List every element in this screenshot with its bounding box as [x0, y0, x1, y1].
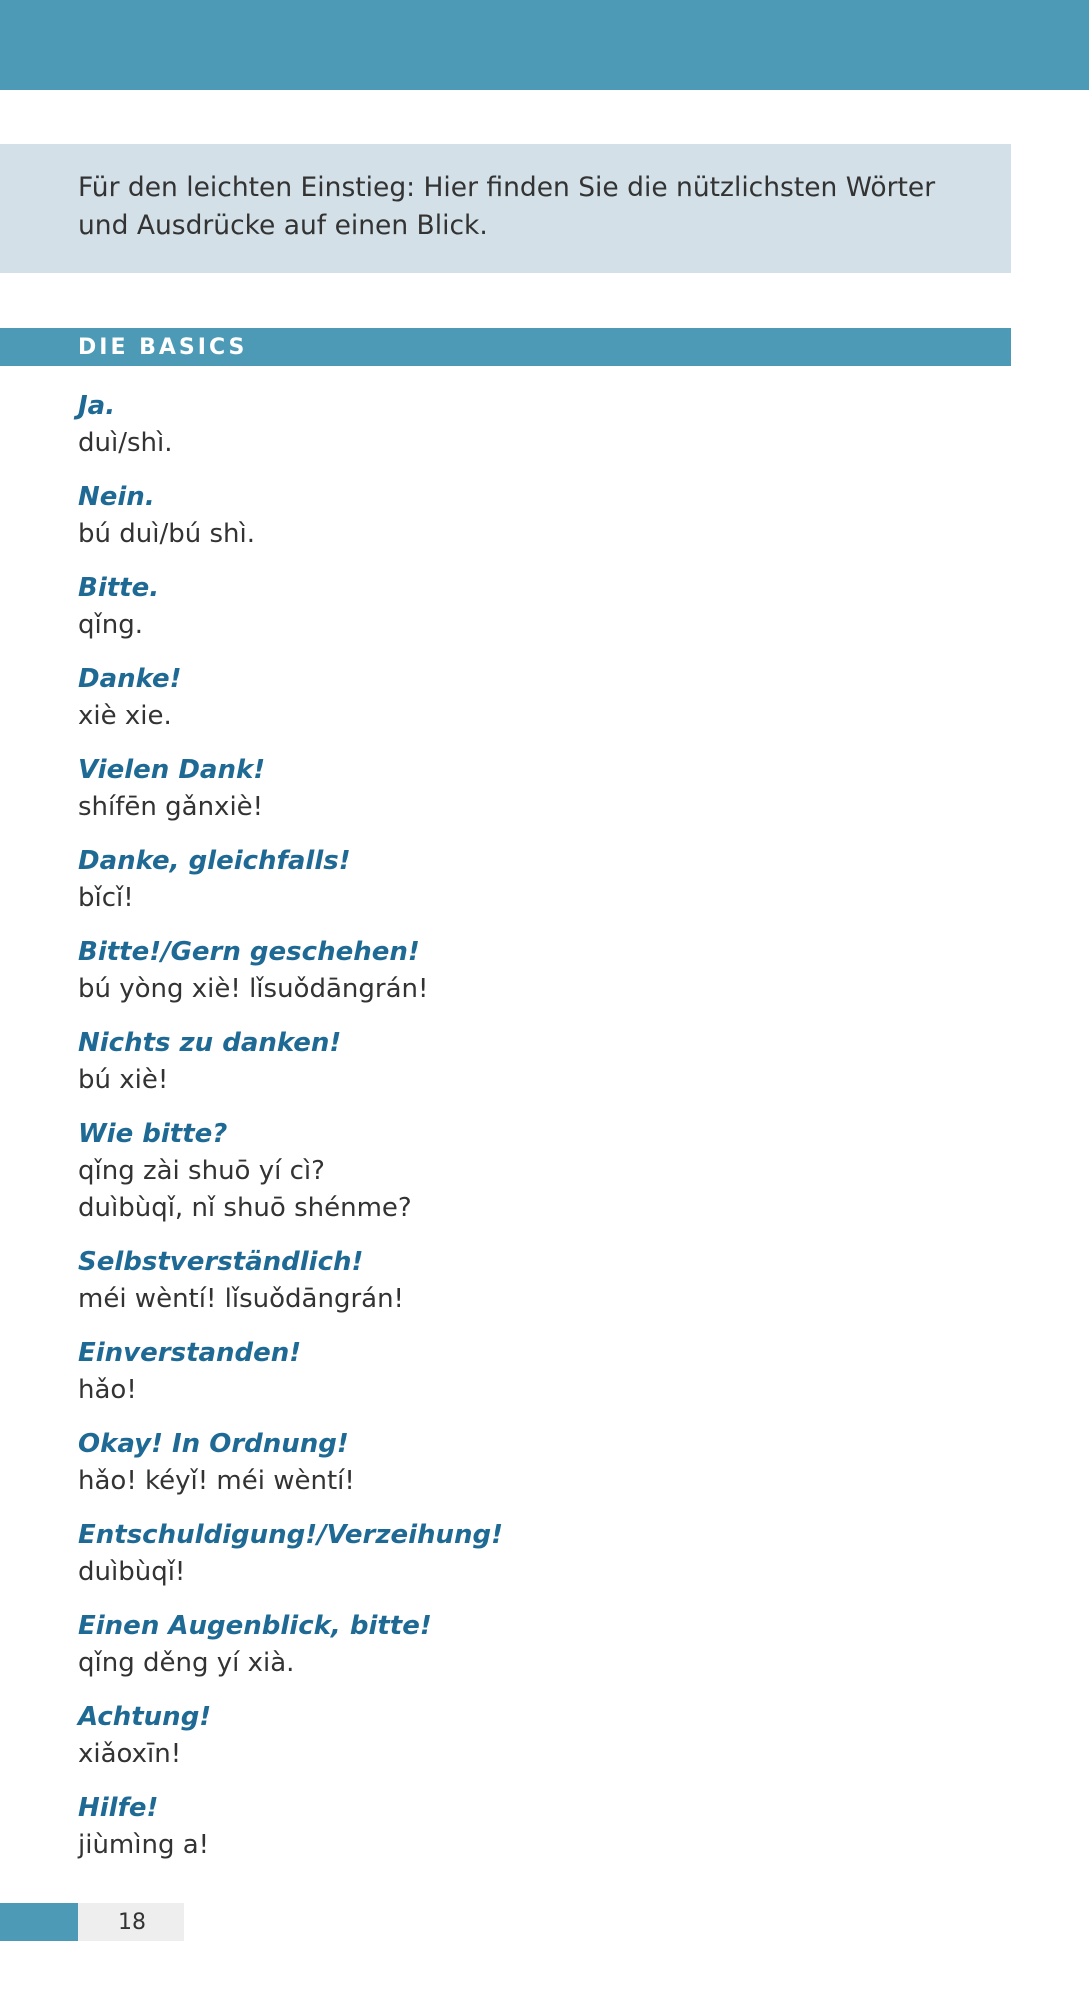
pinyin-translation: hǎo! [78, 1375, 137, 1405]
phrase-list [78, 388, 978, 1881]
pinyin-translation: hǎo! kéyǐ! méi wèntí! [78, 1466, 355, 1496]
footer-accent-bar [0, 1903, 78, 1941]
top-header-bar [0, 0, 1089, 90]
pinyin-translation: duì/shì. [78, 428, 173, 458]
german-phrase: Danke! [78, 664, 182, 694]
german-phrase: Einverstanden! [78, 1338, 302, 1368]
page-number-box [78, 1903, 184, 1941]
phrase-entry [78, 934, 978, 1008]
phrase-entry [78, 1699, 978, 1773]
phrase-entry [78, 661, 978, 735]
phrase-entry [78, 1790, 978, 1864]
intro-text: Für den leichten Einstieg: Hier finden Sie die nützlichsten Wörter und Ausdrücke auf einen Blick. [78, 172, 936, 241]
pinyin-translation: qǐng. [78, 610, 143, 640]
pinyin-translation: duìbùqǐ, nǐ shuō shénme? [78, 1193, 412, 1223]
phrase-entry [78, 1608, 978, 1682]
section-title: DIE BASICS [78, 334, 248, 360]
german-phrase: Bitte!/Gern geschehen! [78, 937, 420, 967]
german-phrase: Einen Augenblick, bitte! [78, 1611, 432, 1641]
pinyin-translation: xiè xie. [78, 701, 172, 731]
german-phrase: Danke, gleichfalls! [78, 846, 351, 876]
pinyin-translation: xiǎoxīn! [78, 1739, 182, 1769]
phrase-entry [78, 570, 978, 644]
german-phrase: Ja. [78, 391, 116, 421]
phrase-entry [78, 1517, 978, 1591]
pinyin-translation: qǐng zài shuō yí cì? [78, 1156, 325, 1186]
german-phrase: Okay! In Ordnung! [78, 1429, 349, 1459]
phrase-entry [78, 388, 978, 462]
phrase-entry [78, 1426, 978, 1500]
pinyin-translation: shífēn gǎnxiè! [78, 792, 264, 822]
phrase-entry [78, 479, 978, 553]
pinyin-translation: bú duì/bú shì. [78, 519, 255, 549]
german-phrase: Achtung! [78, 1702, 212, 1732]
phrase-entry [78, 1244, 978, 1318]
intro-box [0, 144, 1011, 273]
phrase-entry [78, 1116, 978, 1227]
german-phrase: Selbstverständlich! [78, 1247, 364, 1277]
pinyin-translation: méi wèntí! lǐsuǒdāngrán! [78, 1284, 404, 1314]
german-phrase: Hilfe! [78, 1793, 159, 1823]
pinyin-translation: bǐcǐ! [78, 883, 134, 913]
phrase-entry [78, 1335, 978, 1409]
phrase-entry [78, 1025, 978, 1099]
pinyin-translation: bú yòng xiè! lǐsuǒdāngrán! [78, 974, 429, 1004]
german-phrase: Bitte. [78, 573, 160, 603]
page-number: 18 [118, 1909, 146, 1935]
german-phrase: Entschuldigung!/Verzeihung! [78, 1520, 504, 1550]
section-header [0, 328, 1011, 366]
german-phrase: Vielen Dank! [78, 755, 266, 785]
german-phrase: Wie bitte? [78, 1119, 228, 1149]
german-phrase: Nein. [78, 482, 155, 512]
pinyin-translation: qǐng děng yí xià. [78, 1648, 295, 1678]
phrase-entry [78, 843, 978, 917]
german-phrase: Nichts zu danken! [78, 1028, 342, 1058]
pinyin-translation: jiùmìng a! [78, 1830, 210, 1860]
pinyin-translation: bú xiè! [78, 1065, 169, 1095]
pinyin-translation: duìbùqǐ! [78, 1557, 186, 1587]
phrase-entry [78, 752, 978, 826]
